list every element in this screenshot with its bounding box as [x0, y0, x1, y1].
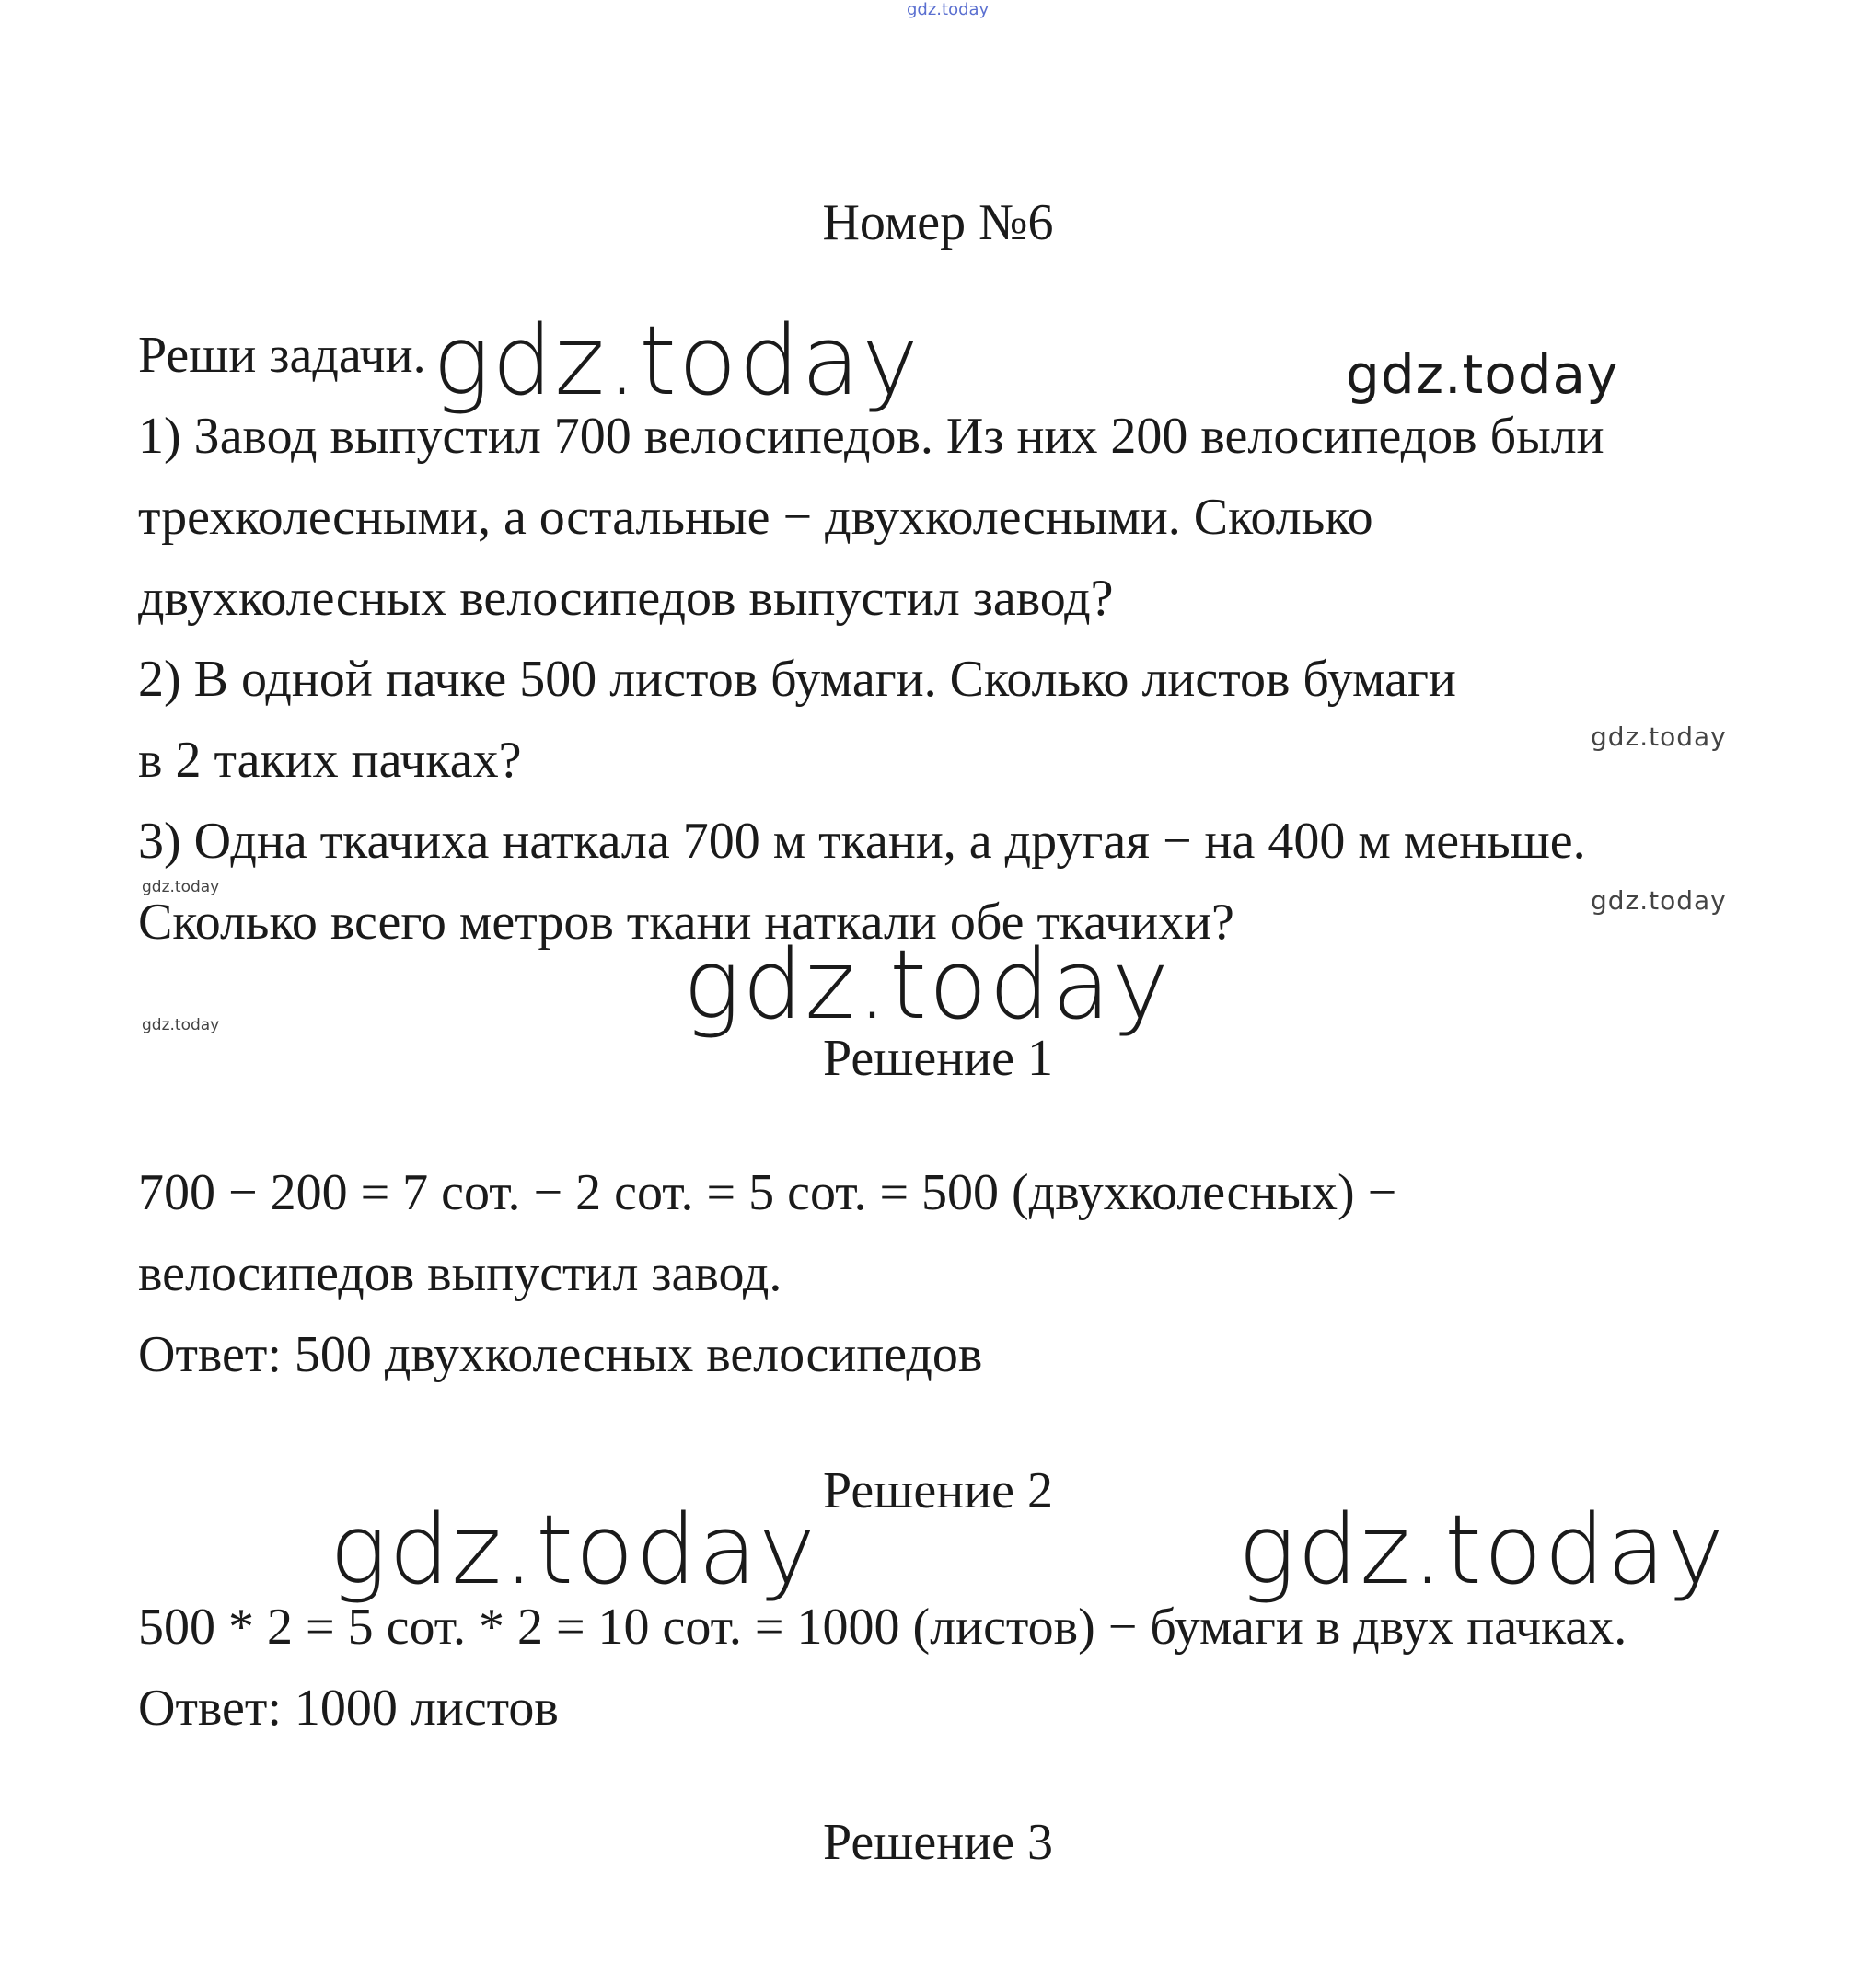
- watermark-small-1: gdz.today: [1591, 722, 1727, 752]
- solution-1-answer: Ответ: 500 двухколесных велосипедов: [138, 1326, 983, 1383]
- solution-3-title: Решение 3: [822, 1814, 1054, 1871]
- watermark-large-2: gdz.today: [683, 929, 1171, 1041]
- watermark-tiny-1: gdz.today: [142, 878, 220, 896]
- solution-1-title: Решение 1: [822, 1030, 1054, 1087]
- task-line: Сколько всего метров ткани наткали обе ткачихи?: [138, 894, 1234, 951]
- solution-1-line: 700 − 200 = 7 сот. − 2 сот. = 5 сот. = 500 (двухколесных) −: [138, 1164, 1397, 1221]
- watermark-top: gdz.today: [907, 0, 990, 19]
- solution-1-line: велосипедов выпустил завод.: [138, 1245, 782, 1302]
- task-line: двухколесных велосипедов выпустил завод?: [138, 570, 1114, 627]
- watermark-large-4: gdz.today: [1238, 1494, 1726, 1606]
- solution-2-answer: Ответ: 1000 листов: [138, 1680, 559, 1737]
- watermark-small-2: gdz.today: [1591, 885, 1727, 916]
- watermark-large-1: gdz.today: [433, 305, 921, 417]
- page-title: Номер №6: [822, 194, 1054, 251]
- watermark-large-3: gdz.today: [330, 1494, 817, 1606]
- watermark-tiny-2: gdz.today: [142, 1016, 220, 1034]
- task-line: трехколесными, а остальные − двухколесными. Сколько: [138, 489, 1373, 546]
- task-line: 2) В одной пачке 500 листов бумаги. Сколько листов бумаги: [138, 651, 1456, 708]
- watermark-medium-1: gdz.today: [1346, 343, 1619, 406]
- task-line: в 2 таких пачках?: [138, 732, 522, 789]
- task-line: 3) Одна ткачиха наткала 700 м ткани, а другая − на 400 м меньше.: [138, 813, 1586, 870]
- task-line: 1) Завод выпустил 700 велосипедов. Из них 200 велосипедов были: [138, 408, 1604, 465]
- solution-2-title: Решение 2: [822, 1462, 1054, 1519]
- solution-2-line: 500 * 2 = 5 сот. * 2 = 10 сот. = 1000 (листов) − бумаги в двух пачках.: [138, 1599, 1627, 1656]
- task-intro: Реши задачи.: [138, 327, 426, 384]
